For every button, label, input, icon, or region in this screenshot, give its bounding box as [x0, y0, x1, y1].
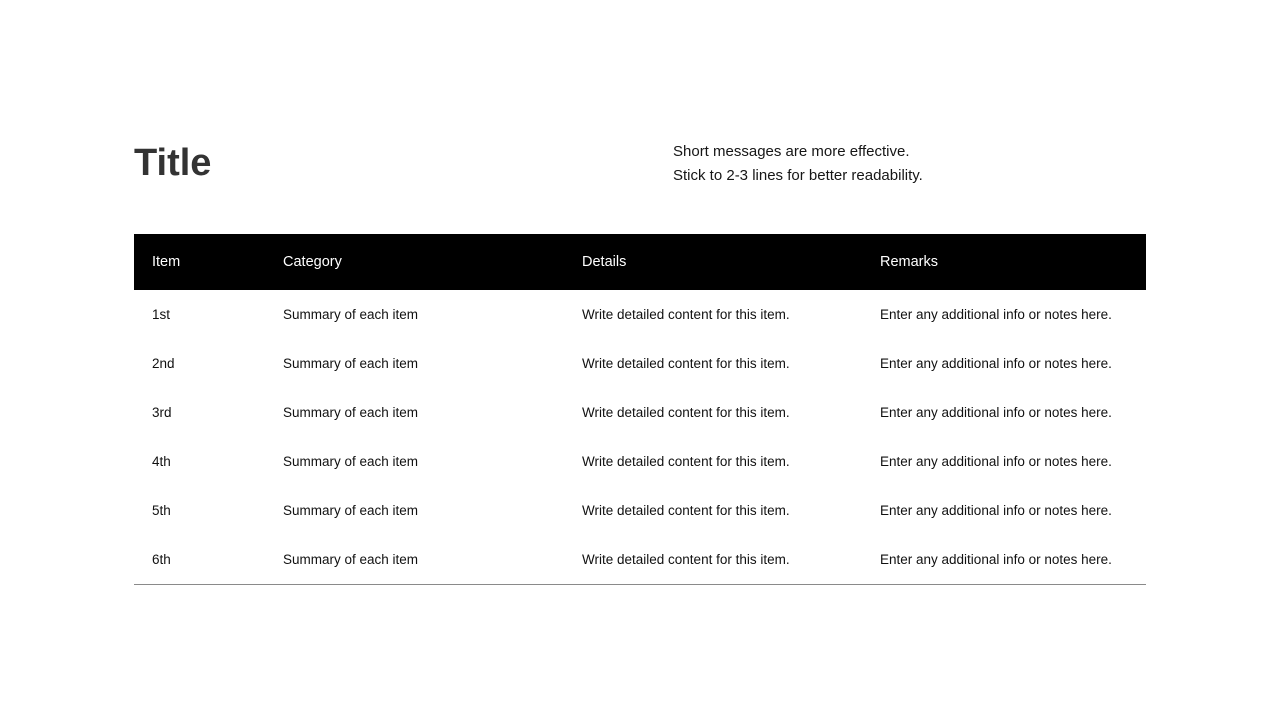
cell-item: 2nd	[152, 356, 175, 371]
cell-category: Summary of each item	[283, 454, 419, 469]
cell-item: 6th	[134, 535, 283, 584]
table-body	[134, 290, 1146, 584]
cell-details: Write detailed content for this item.	[582, 405, 790, 420]
cell-details: Write detailed content for this item.	[582, 535, 880, 584]
cell-category: Summary of each item	[283, 356, 419, 371]
cell-category: Summary of each item	[283, 535, 582, 584]
cell-remarks: Enter any additional info or notes here.	[880, 503, 1112, 518]
cell-item: 5th	[152, 503, 171, 518]
cell-remarks: Enter any additional info or notes here.	[880, 454, 1112, 469]
cell-details: Write detailed content for this item.	[582, 454, 790, 469]
table-row	[134, 535, 1146, 584]
table-row	[134, 486, 1146, 535]
cell-remarks: Enter any additional info or notes here.	[880, 356, 1112, 371]
cell-item: 1st	[152, 307, 171, 322]
cell-remarks: Enter any additional info or notes here.	[880, 405, 1112, 420]
table-row	[134, 388, 1146, 437]
note-line-1: Short messages are more effective.	[673, 143, 910, 160]
table-header-row	[134, 234, 1146, 290]
cell-item: 4th	[152, 454, 171, 469]
content-table	[134, 234, 1146, 585]
table-row	[134, 339, 1146, 388]
cell-remarks: Enter any additional info or notes here.	[880, 535, 1146, 584]
cell-details: Write detailed content for this item.	[582, 503, 790, 518]
cell-category: Summary of each item	[283, 405, 419, 420]
cell-category: Summary of each item	[283, 503, 419, 518]
table-row	[134, 437, 1146, 486]
note-block	[673, 140, 923, 188]
column-header-remarks: Remarks	[880, 234, 1146, 290]
cell-remarks: Enter any additional info or notes here.	[880, 307, 1112, 322]
table-row	[134, 290, 1146, 339]
column-header-category: Category	[283, 234, 582, 290]
column-header-details: Details	[582, 234, 880, 290]
note-line-2: Stick to 2-3 lines for better readability.	[673, 167, 923, 184]
cell-item: 3rd	[152, 405, 172, 420]
cell-category: Summary of each item	[283, 307, 419, 322]
page-title: Title	[134, 142, 212, 184]
column-header-item: Item	[134, 234, 283, 290]
cell-details: Write detailed content for this item.	[582, 307, 790, 322]
cell-details: Write detailed content for this item.	[582, 356, 790, 371]
